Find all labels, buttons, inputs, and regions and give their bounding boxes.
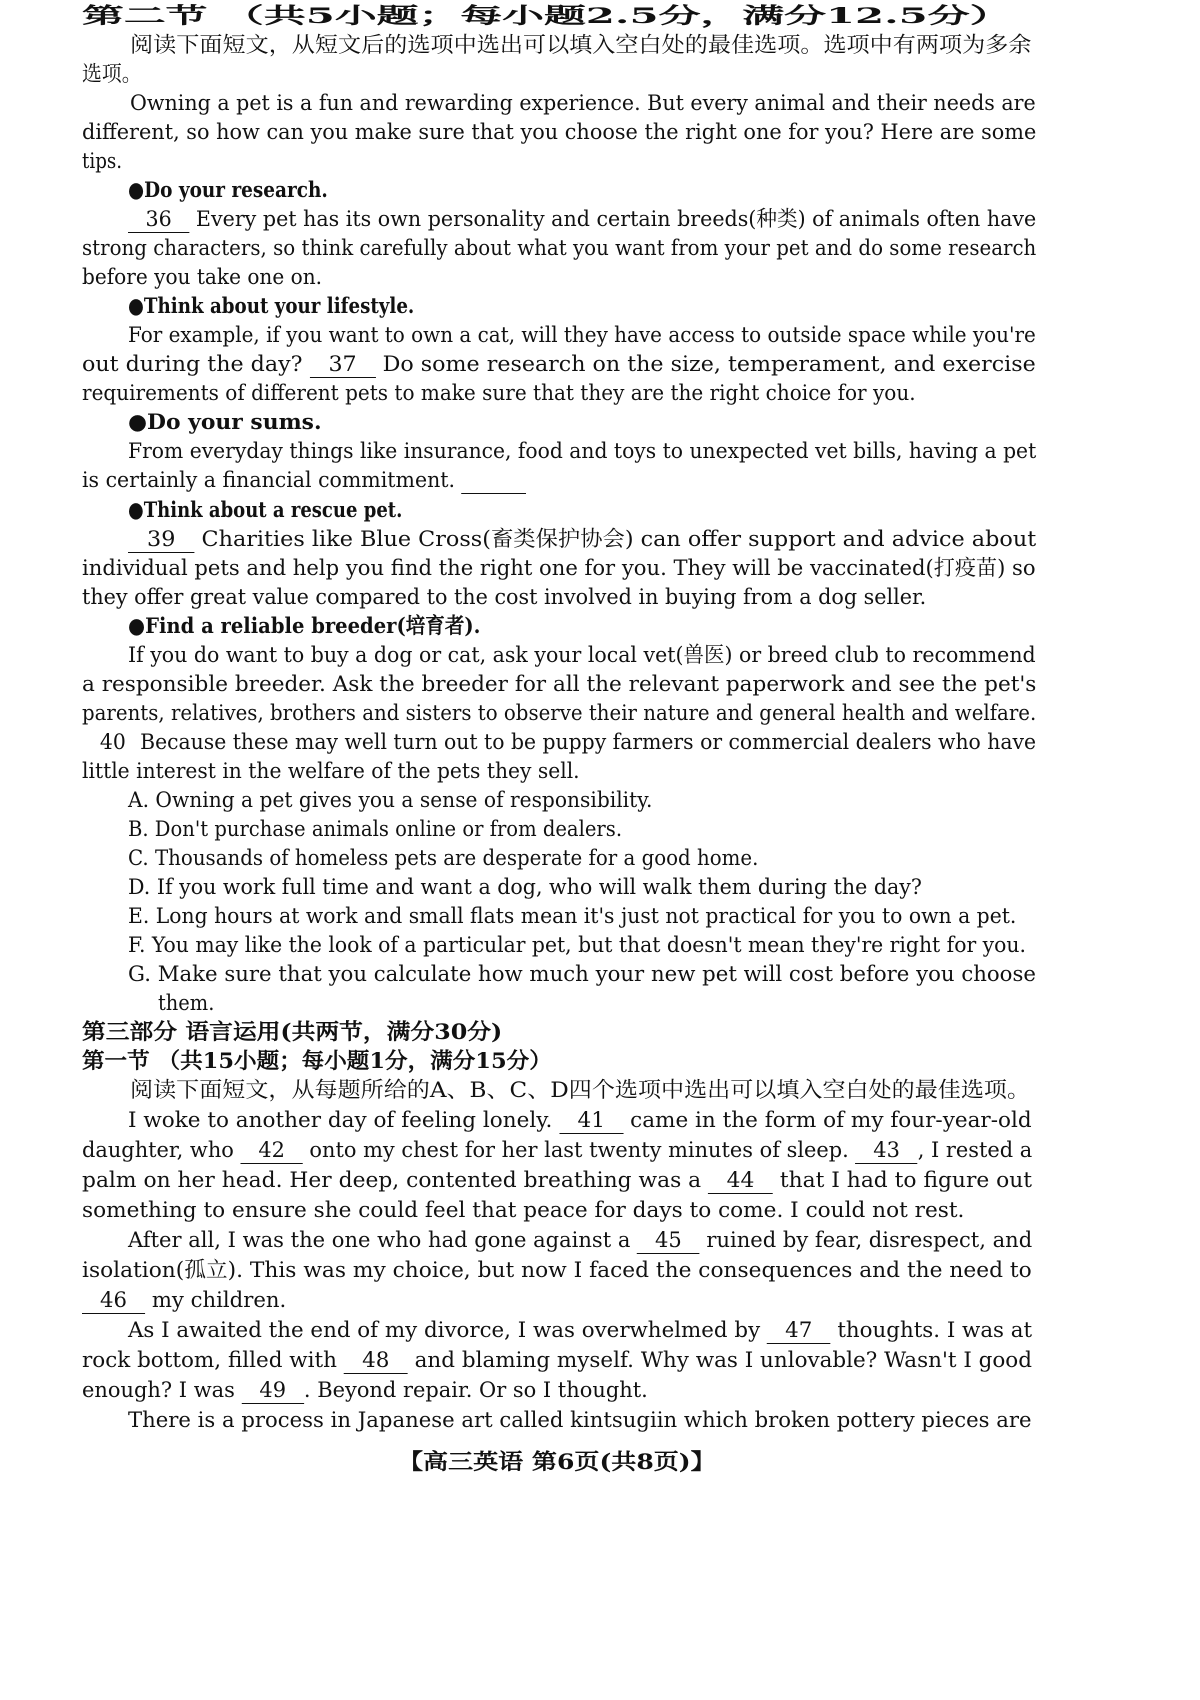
passage-line — [82, 1286, 286, 1316]
passage-line — [128, 1106, 1032, 1136]
passage-text: enough? I was — [82, 1378, 235, 1403]
passage-line: requirements of different pets to make sure that they are the right choice for you. — [82, 381, 916, 406]
passage-text: Because these may well turn out to be puppy farmers or commercial dealers who have — [140, 730, 1037, 755]
passage-line — [128, 1226, 1032, 1256]
passage-text: . Beyond repair. Or so I thought. — [303, 1378, 648, 1403]
passage-text: and blaming myself. Why was I unlovable? Wasn't I good — [414, 1348, 1033, 1373]
passage-line — [82, 1346, 1032, 1376]
passage-text: Charities like Blue Cross(畜类保护协会) can offer support and advice about — [201, 527, 1037, 552]
blank-38 — [462, 469, 527, 494]
passage-line — [82, 1166, 1032, 1196]
blank-36: 36 — [128, 208, 189, 233]
passage-line: Owning a pet is a fun and rewarding experience. But every animal and their needs are — [130, 91, 1036, 116]
blank-44: 44 — [708, 1169, 773, 1194]
passage-text: thoughts. I was at — [837, 1318, 1033, 1343]
passage-text: palm on her head. Her deep, contented breathing was a — [82, 1168, 702, 1193]
tip-heading: ●Think about your lifestyle. — [128, 294, 415, 319]
passage-text: , I rested a — [917, 1138, 1033, 1163]
section-heading: 第二节 （共5小题；每小题2.5分，满分12.5分） — [82, 4, 1012, 29]
tip-heading: ●Do your research. — [128, 178, 328, 203]
passage-text: that I had to figure out — [779, 1168, 1033, 1193]
blank-48: 48 — [344, 1349, 408, 1374]
instruction-line: 阅读下面短文，从短文后的选项中选出可以填入空白处的最佳选项。选项中有两项为多余 — [130, 33, 1032, 58]
blank-42: 42 — [241, 1139, 303, 1164]
option-e: E. Long hours at work and small flats mean it's just not practical for you to own a pet. — [128, 904, 1017, 929]
option-f: F. You may like the look of a particular pet, but that doesn't mean they're right for you. — [128, 933, 1026, 958]
instruction-line: 选项。 — [82, 62, 142, 87]
passage-text: rock bottom, filled with — [82, 1348, 338, 1373]
passage-line — [82, 1136, 1032, 1166]
blank-39: 39 — [128, 528, 194, 553]
passage-line: parents, relatives, brothers and sisters to observe their nature and general health and welfare. — [82, 701, 1037, 726]
tip-heading: ●Find a reliable breeder(培育者). — [128, 614, 481, 639]
passage-text: came in the form of my four-year-old — [630, 1108, 1032, 1133]
passage-line: strong characters, so think carefully about what you want from your pet and do some research — [82, 236, 1037, 261]
passage-line: before you take one on. — [82, 265, 323, 290]
option-c: C. Thousands of homeless pets are desperate for a good home. — [128, 846, 759, 871]
passage-line — [128, 1316, 1032, 1346]
passage-line: a responsible breeder. Ask the breeder for all the relevant paperwork and see the pet's — [82, 672, 1037, 697]
passage-line: individual pets and help you find the right one for you. They will be vaccinated(打疫苗) so — [82, 556, 1036, 581]
passage-text: As I awaited the end of my divorce, I was overwhelmed by — [128, 1318, 761, 1343]
instruction-line: 阅读下面短文，从每题所给的A、B、C、D四个选项中选出可以填入空白处的最佳选项。 — [130, 1078, 1031, 1103]
passage-text: I woke to another day of feeling lonely. — [128, 1108, 553, 1133]
option-d: D. If you work full time and want a dog, who will walk them during the day? — [128, 875, 922, 900]
blank-49: 49 — [242, 1379, 304, 1404]
passage-text: out during the day? — [82, 352, 303, 377]
passage-line — [82, 350, 1036, 380]
passage-line — [92, 728, 1036, 758]
passage-line: something to ensure she could feel that peace for days to come. I could not rest. — [82, 1198, 965, 1223]
blank-41: 41 — [559, 1109, 623, 1134]
passage-line — [128, 525, 1036, 555]
passage-text: my children. — [151, 1288, 287, 1313]
blank-40: 40 — [99, 730, 126, 755]
passage-line: isolation(孤立). This was my choice, but now I faced the consequences and the need to — [82, 1258, 1032, 1283]
blank-46: 46 — [82, 1289, 145, 1314]
passage-text: daughter, who — [82, 1138, 234, 1163]
passage-text: Do some research on the size, temperament, and exercise — [382, 352, 1036, 377]
passage-text: ruined by fear, disrespect, and — [706, 1228, 1033, 1253]
option-g: G. Make sure that you calculate how much your new pet will cost before you choose — [128, 962, 1036, 987]
passage-line: little interest in the welfare of the pets they sell. — [82, 759, 580, 784]
passage-line: From everyday things like insurance, food and toys to unexpected vet bills, having a pet — [128, 439, 1037, 464]
option-g-continued: them. — [158, 991, 215, 1016]
page-footer: 【高三英语 第6页(共8页)】 — [398, 1450, 716, 1475]
section-heading: 第一节 （共15小题；每小题1分，满分15分） — [82, 1049, 552, 1074]
part-heading: 第三部分 语言运用(共两节，满分30分) — [82, 1020, 503, 1045]
tip-heading: ●Do your sums. — [128, 410, 322, 435]
blank-43: 43 — [855, 1139, 917, 1164]
passage-text: onto my chest for her last twenty minutes of sleep. — [309, 1138, 849, 1163]
blank-47: 47 — [767, 1319, 831, 1344]
passage-text: is certainly a financial commitment. — [82, 468, 456, 493]
passage-line: If you do want to buy a dog or cat, ask your local vet(兽医) or breed club to recommend — [128, 643, 1036, 668]
option-a: A. Owning a pet gives you a sense of responsibility. — [128, 788, 653, 813]
passage-text: After all, I was the one who had gone against a — [128, 1228, 631, 1253]
blank-37: 37 — [310, 353, 376, 378]
passage-line: There is a process in Japanese art called kintsugiin which broken pottery pieces are — [128, 1408, 1032, 1433]
passage-line — [128, 205, 1036, 235]
passage-line — [82, 466, 526, 496]
passage-line: different, so how can you make sure that you choose the right one for you? Here are some — [82, 120, 1037, 145]
option-b: B. Don't purchase animals online or from dealers. — [128, 817, 623, 842]
passage-text: Every pet has its own personality and certain breeds(种类) of animals often have — [195, 207, 1037, 232]
blank-45: 45 — [637, 1229, 700, 1254]
passage-line — [82, 1376, 648, 1406]
passage-line: For example, if you want to own a cat, will they have access to outside space while you're — [128, 323, 1036, 348]
passage-line: they offer great value compared to the cost involved in buying from a dog seller. — [82, 585, 927, 610]
passage-line: tips. — [82, 149, 123, 174]
tip-heading: ●Think about a rescue pet. — [128, 498, 403, 523]
